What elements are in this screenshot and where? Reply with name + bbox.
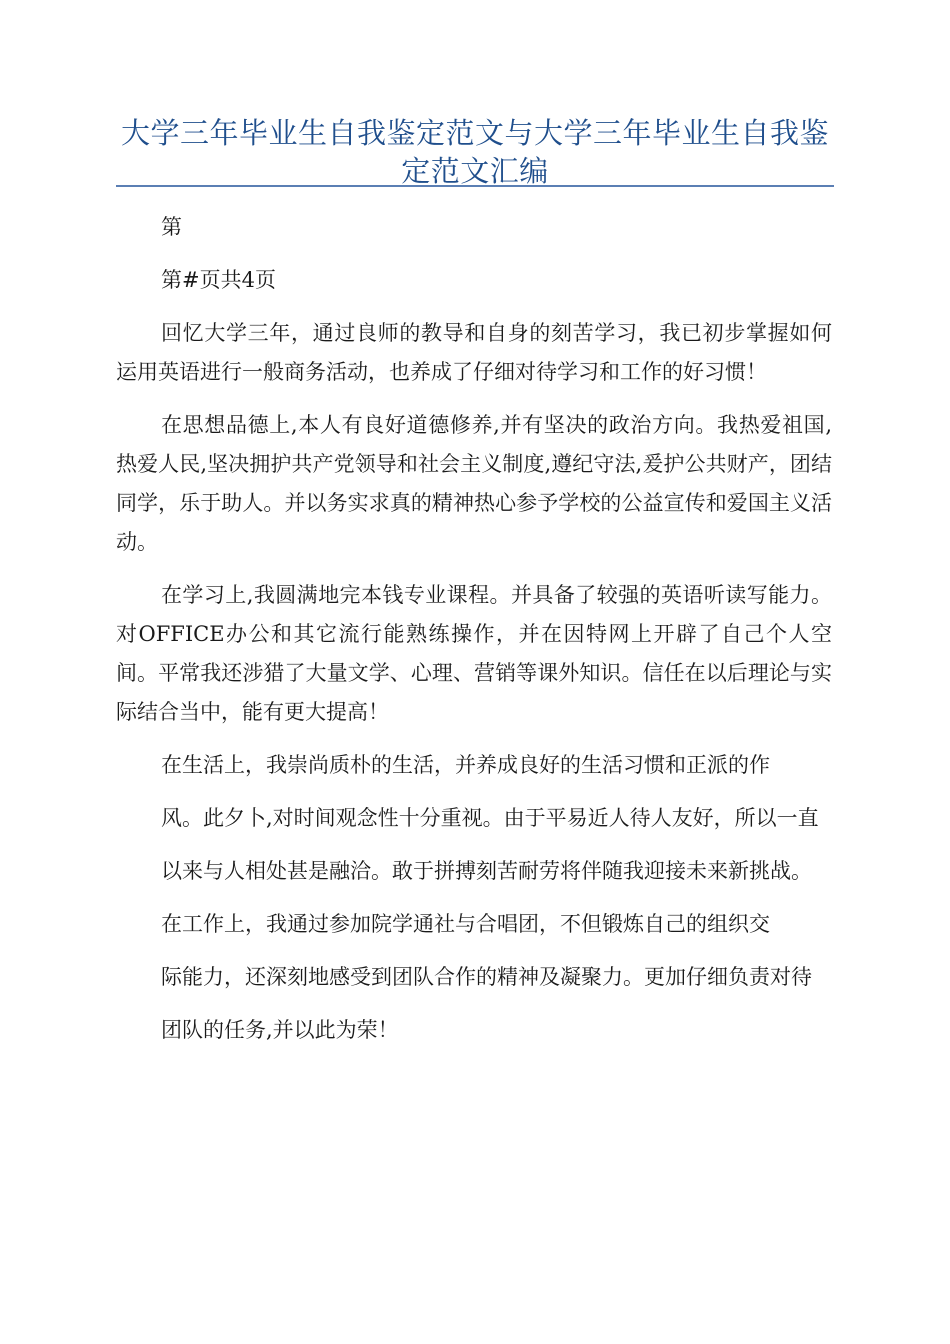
document-body: [116, 208, 832, 1050]
paragraph: 在学习上,我圆满地完本钱专业课程。并具备了较强的英语听读写能力。对OFFICE办公和其它流行能熟练操作，并在因特网上开辟了自己个人空间。平常我还涉猎了大量文学、心理、营销等课外知识。信任在以后理论与实际结合当中，能有更大提高！: [116, 583, 832, 724]
paragraph: 第#页共4页: [161, 268, 276, 292]
paragraph: 在思想品德上,本人有良好道德修养,并有坚决的政治方向。我热爱祖国,热爱人民,坚决拥护共产党领导和社会主义制度,遵纪守法,爰护公共财产，团结同学，乐于助人。并以务实求真的精神热心参予学校的公益宣传和爱国主义活动。: [116, 413, 832, 554]
paragraph: 以来与人相处甚是融洽。敢于拼搏刻苦耐劳将伴随我迎接未来新挑战。: [161, 859, 812, 883]
title-divider: [116, 185, 834, 187]
paragraph: 风。此夕卜,对时间观念性十分重视。由于平易近人待人友好，所以一直: [161, 806, 819, 830]
paragraph: 回忆大学三年，通过良师的教导和自身的刻苦学习，我已初步掌握如何运用英语进行一般商务活动，也养成了仔细对待学习和工作的好习惯！: [116, 321, 832, 384]
paragraph: 在工作上，我通过参加院学通社与合唱团，不但锻炼自己的组织交: [161, 912, 770, 936]
paragraph: 际能力，还深刻地感受到团队合作的精神及凝聚力。更加仔细负责对待: [161, 965, 812, 989]
paragraph: 第: [161, 215, 182, 239]
document-title: 大学三年毕业生自我鉴定范文与大学三年毕业生自我鉴定范文汇编: [120, 116, 829, 188]
paragraph: 在生活上，我崇尚质朴的生活，并养成良好的生活习惯和正派的作: [161, 753, 770, 777]
paragraph: 团队的任务,并以此为荣！: [161, 1018, 399, 1042]
